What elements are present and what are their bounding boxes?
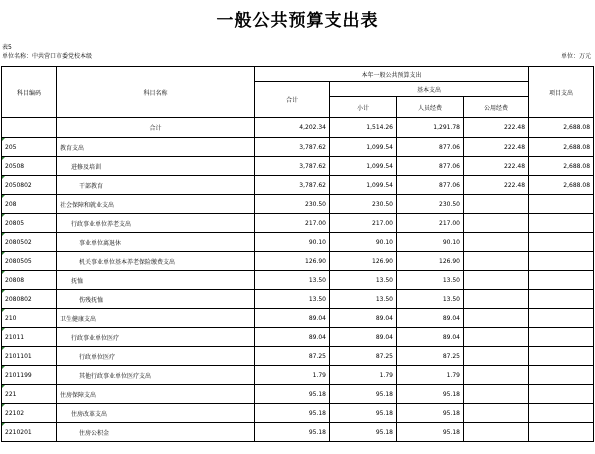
row-personnel: 89.04	[397, 328, 464, 347]
row-name: 住房公积金	[57, 423, 255, 442]
row-public	[464, 195, 529, 214]
row-personnel: 87.25	[397, 347, 464, 366]
row-subtotal: 126.90	[330, 252, 397, 271]
row-code: 22102	[2, 404, 57, 423]
row-public: 222.48	[464, 157, 529, 176]
row-public	[464, 328, 529, 347]
row-code: 205	[2, 138, 57, 157]
row-personnel: 126.90	[397, 252, 464, 271]
row-total: 95.18	[255, 423, 330, 442]
row-subtotal: 230.50	[330, 195, 397, 214]
row-public	[464, 309, 529, 328]
table-row	[2, 233, 594, 252]
row-subtotal: 1.79	[330, 366, 397, 385]
row-total: 126.90	[255, 252, 330, 271]
row-name: 卫生健康支出	[57, 309, 255, 328]
row-total: 90.10	[255, 233, 330, 252]
row-public	[464, 347, 529, 366]
row-code: 221	[2, 385, 57, 404]
row-total: 89.04	[255, 328, 330, 347]
row-public	[464, 233, 529, 252]
row-public	[464, 214, 529, 233]
header-name: 科目名称	[57, 67, 255, 118]
header-total: 合计	[255, 82, 330, 118]
total-row	[2, 118, 594, 138]
row-name: 伤残抚恤	[57, 290, 255, 309]
unit-label: 单位：万元	[560, 53, 591, 60]
row-project	[529, 366, 594, 385]
row-total: 13.50	[255, 271, 330, 290]
row-personnel: 95.18	[397, 423, 464, 442]
row-public: 222.48	[464, 138, 529, 157]
row-project	[529, 309, 594, 328]
row-code: 210	[2, 309, 57, 328]
row-public	[464, 252, 529, 271]
row-personnel: 90.10	[397, 233, 464, 252]
row-subtotal: 89.04	[330, 328, 397, 347]
table-row	[2, 290, 594, 309]
row-name: 干部教育	[57, 176, 255, 195]
row-personnel: 230.50	[397, 195, 464, 214]
row-code: 2080505	[2, 252, 57, 271]
row-total: 217.00	[255, 214, 330, 233]
row-code: 21011	[2, 328, 57, 347]
total-subtotal: 1,514.26	[330, 118, 397, 138]
row-subtotal: 13.50	[330, 290, 397, 309]
row-subtotal: 95.18	[330, 423, 397, 442]
row-project	[529, 423, 594, 442]
row-total: 230.50	[255, 195, 330, 214]
total-public: 222.48	[464, 118, 529, 138]
row-total: 87.25	[255, 347, 330, 366]
row-total: 3,787.62	[255, 157, 330, 176]
row-name: 住房改革支出	[57, 404, 255, 423]
row-subtotal: 1,099.54	[330, 176, 397, 195]
row-personnel: 217.00	[397, 214, 464, 233]
row-name: 行政事业单位养老支出	[57, 214, 255, 233]
row-total: 3,787.62	[255, 176, 330, 195]
row-public	[464, 366, 529, 385]
row-public	[464, 385, 529, 404]
row-project	[529, 290, 594, 309]
row-code: 2101199	[2, 366, 57, 385]
row-project	[529, 404, 594, 423]
table-row	[2, 138, 594, 157]
header-code: 科目编码	[2, 67, 57, 118]
total-personnel: 1,291.78	[397, 118, 464, 138]
row-name: 其他行政事业单位医疗支出	[57, 366, 255, 385]
budget-table	[1, 66, 594, 442]
row-name: 社会保障和就业支出	[57, 195, 255, 214]
row-project	[529, 385, 594, 404]
header-subtotal: 小计	[330, 97, 397, 118]
row-name: 事业单位离退休	[57, 233, 255, 252]
header-personnel: 人员经费	[397, 97, 464, 118]
row-personnel: 95.18	[397, 385, 464, 404]
row-subtotal: 13.50	[330, 271, 397, 290]
table-row	[2, 271, 594, 290]
header-basic: 基本支出	[330, 82, 529, 97]
table-row	[2, 404, 594, 423]
row-public: 222.48	[464, 176, 529, 195]
total-label: 合计	[57, 118, 255, 138]
total-total: 4,202.34	[255, 118, 330, 138]
row-project	[529, 233, 594, 252]
row-subtotal: 217.00	[330, 214, 397, 233]
row-public	[464, 290, 529, 309]
row-name: 机关事业单位基本养老保险缴费支出	[57, 252, 255, 271]
row-total: 89.04	[255, 309, 330, 328]
row-code: 2080502	[2, 233, 57, 252]
total-project: 2,688.08	[529, 118, 594, 138]
table-row	[2, 347, 594, 366]
row-public	[464, 423, 529, 442]
total-code	[2, 118, 57, 138]
row-personnel: 13.50	[397, 271, 464, 290]
row-name: 行政单位医疗	[57, 347, 255, 366]
row-code: 208	[2, 195, 57, 214]
row-project	[529, 252, 594, 271]
row-code: 20508	[2, 157, 57, 176]
row-personnel: 877.06	[397, 176, 464, 195]
row-code: 2210201	[2, 423, 57, 442]
header-public: 公用经费	[464, 97, 529, 118]
row-total: 95.18	[255, 404, 330, 423]
row-total: 13.50	[255, 290, 330, 309]
row-code: 2101101	[2, 347, 57, 366]
row-public	[464, 404, 529, 423]
row-code: 2050802	[2, 176, 57, 195]
row-project	[529, 328, 594, 347]
table-row	[2, 214, 594, 233]
row-name: 行政事业单位医疗	[57, 328, 255, 347]
row-subtotal: 1,099.54	[330, 157, 397, 176]
row-name: 住房保障支出	[57, 385, 255, 404]
row-personnel: 1.79	[397, 366, 464, 385]
row-code: 20808	[2, 271, 57, 290]
table-row	[2, 328, 594, 347]
row-personnel: 13.50	[397, 290, 464, 309]
row-project: 2,688.08	[529, 138, 594, 157]
row-name: 进修及培训	[57, 157, 255, 176]
table-row	[2, 252, 594, 271]
row-personnel: 877.06	[397, 138, 464, 157]
table-row	[2, 385, 594, 404]
row-project	[529, 271, 594, 290]
row-total: 3,787.62	[255, 138, 330, 157]
row-code: 2080802	[2, 290, 57, 309]
row-project	[529, 214, 594, 233]
table-number: 表5	[2, 44, 12, 51]
row-project	[529, 195, 594, 214]
row-name: 抚恤	[57, 271, 255, 290]
row-personnel: 95.18	[397, 404, 464, 423]
row-project: 2,688.08	[529, 157, 594, 176]
table-row	[2, 176, 594, 195]
row-total: 95.18	[255, 385, 330, 404]
row-subtotal: 1,099.54	[330, 138, 397, 157]
row-name: 教育支出	[57, 138, 255, 157]
row-code: 20805	[2, 214, 57, 233]
row-personnel: 877.06	[397, 157, 464, 176]
row-project: 2,688.08	[529, 176, 594, 195]
report-title: 一般公共预算支出表	[216, 11, 379, 31]
table-row	[2, 157, 594, 176]
row-total: 1.79	[255, 366, 330, 385]
table-row	[2, 423, 594, 442]
unit-name: 单位名称：中共营口市委党校本级	[2, 53, 93, 60]
row-subtotal: 89.04	[330, 309, 397, 328]
table-row	[2, 195, 594, 214]
table-row	[2, 309, 594, 328]
table-row	[2, 366, 594, 385]
row-subtotal: 87.25	[330, 347, 397, 366]
header-project: 项目支出	[529, 67, 594, 118]
row-subtotal: 90.10	[330, 233, 397, 252]
row-project	[529, 347, 594, 366]
row-subtotal: 95.18	[330, 385, 397, 404]
row-subtotal: 95.18	[330, 404, 397, 423]
header-current-year: 本年一般公共预算支出	[255, 67, 529, 82]
row-personnel: 89.04	[397, 309, 464, 328]
row-public	[464, 271, 529, 290]
